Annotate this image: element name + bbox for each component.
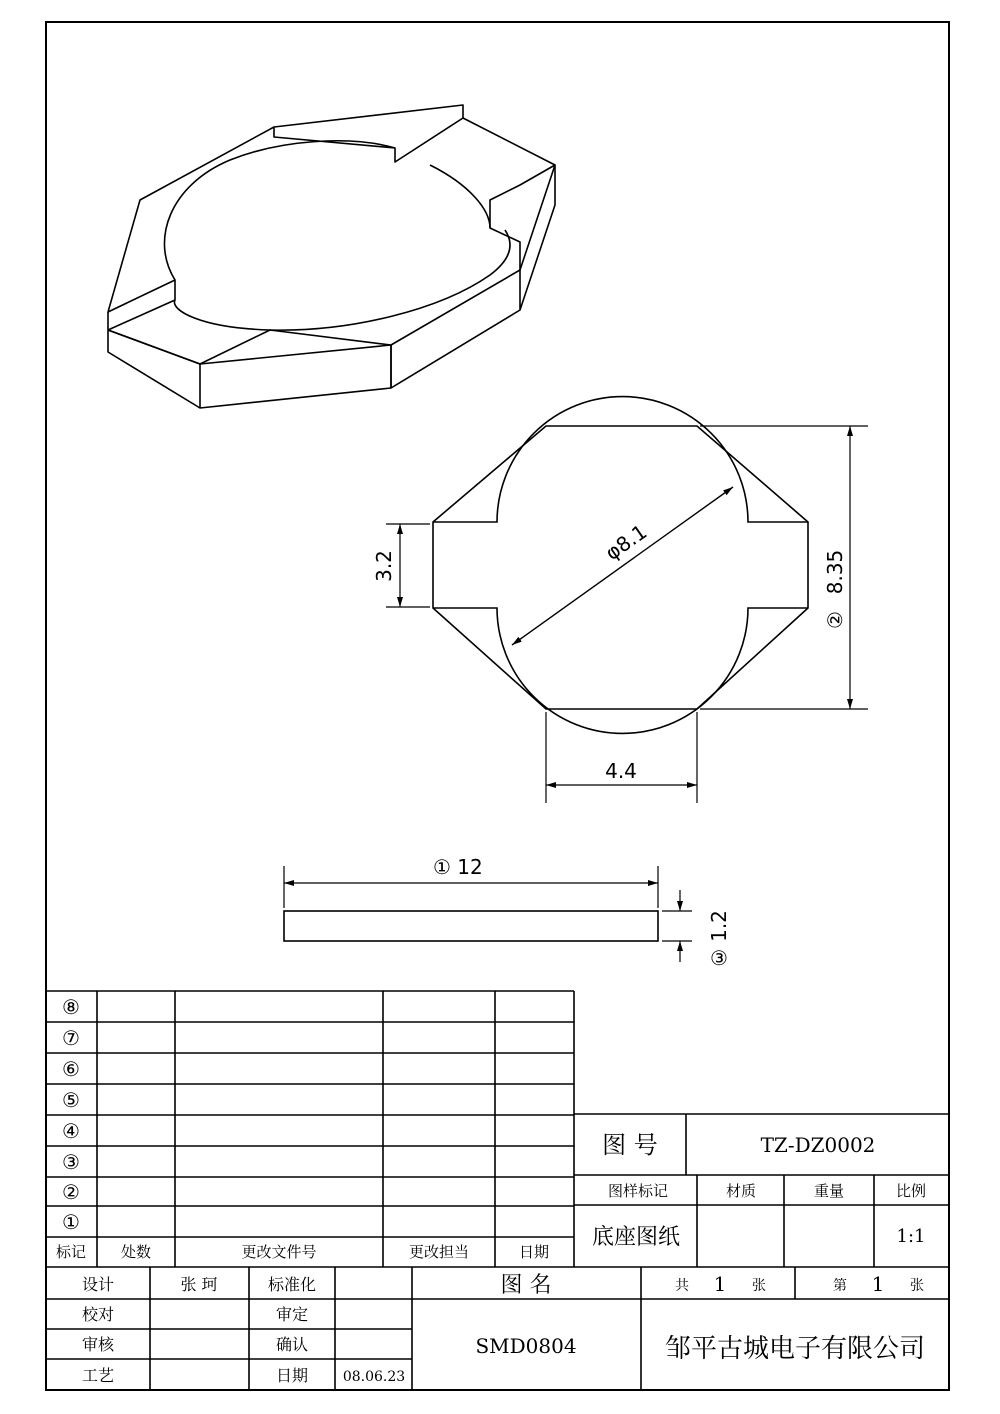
rev-marker-8: ⑧: [62, 995, 80, 1019]
rev-marker-7: ⑦: [62, 1026, 80, 1050]
dim-diameter-label: φ8.1: [600, 519, 652, 566]
side-view: [284, 911, 658, 941]
rev-header-count: 处数: [120, 1243, 152, 1261]
rev-marker-2: ②: [62, 1180, 80, 1204]
approve-label: 审定: [275, 1305, 309, 1324]
rev-header-mark: 标记: [55, 1243, 87, 1261]
confirm-label: 确认: [275, 1335, 309, 1354]
dim-length: [284, 855, 658, 908]
sheet-unit: 张: [910, 1278, 924, 1294]
rev-marker-4: ④: [62, 1119, 80, 1143]
designer-name: 张 珂: [180, 1275, 218, 1294]
standard-label: 标准化: [267, 1275, 317, 1294]
check-label: 校对: [81, 1305, 115, 1324]
dim-height-marker: ②: [823, 611, 847, 629]
drawing-no-label: 图 号: [602, 1131, 658, 1159]
company-name: 邹平古城电子有限公司: [664, 1334, 926, 1364]
total-label: 共: [675, 1278, 689, 1294]
rev-marker-3: ③: [62, 1150, 80, 1174]
dim-diameter: [512, 487, 733, 645]
dim-tab-label: 3.2: [372, 550, 396, 582]
dim-width: [546, 712, 697, 803]
dim-thickness-label: 1.2: [707, 910, 731, 942]
rev-header-doc: 更改文件号: [241, 1243, 317, 1261]
dim-tab: [372, 524, 430, 607]
date-label: 日期: [275, 1366, 309, 1385]
isometric-view: [108, 105, 555, 408]
sheet-value: 1: [871, 1272, 885, 1296]
part-name: SMD0804: [475, 1334, 577, 1358]
dim-length-label: 12: [457, 855, 483, 879]
total-value: 1: [713, 1272, 727, 1296]
process-label: 工艺: [81, 1366, 115, 1385]
dim-thickness: [662, 890, 731, 970]
scale-value: 1:1: [896, 1226, 926, 1247]
title-block-upper-text: [592, 1131, 926, 1250]
sheet-label: 第: [833, 1278, 847, 1294]
rev-header-owner: 更改担当: [408, 1243, 470, 1261]
dim-height-label: 8.35: [823, 549, 847, 595]
date-value: 08.06.23: [342, 1369, 406, 1385]
col-weight: 重量: [813, 1182, 845, 1200]
col-material: 材质: [725, 1182, 757, 1200]
rev-header-date: 日期: [518, 1243, 550, 1261]
top-view: [433, 397, 808, 734]
rev-marker-5: ⑤: [62, 1088, 80, 1112]
dim-thickness-marker: ③: [710, 946, 728, 970]
total-unit: 张: [752, 1278, 766, 1294]
dim-width-label: 4.4: [605, 759, 637, 783]
rev-marker-6: ⑥: [62, 1057, 80, 1081]
revision-table: [46, 991, 949, 1267]
review-label: 审核: [81, 1335, 115, 1354]
drawing-title: 底座图纸: [591, 1225, 681, 1250]
drawing-no: TZ-DZ0002: [760, 1133, 876, 1157]
rev-marker-1: ①: [62, 1210, 80, 1234]
dim-height: [700, 426, 868, 709]
revision-headers: [56, 1243, 549, 1261]
col-scale: 比例: [895, 1182, 927, 1200]
design-label: 设计: [81, 1275, 115, 1294]
name-label: 图 名: [500, 1273, 552, 1298]
dim-length-marker: ①: [433, 855, 451, 879]
col-mark: 图样标记: [607, 1182, 669, 1200]
